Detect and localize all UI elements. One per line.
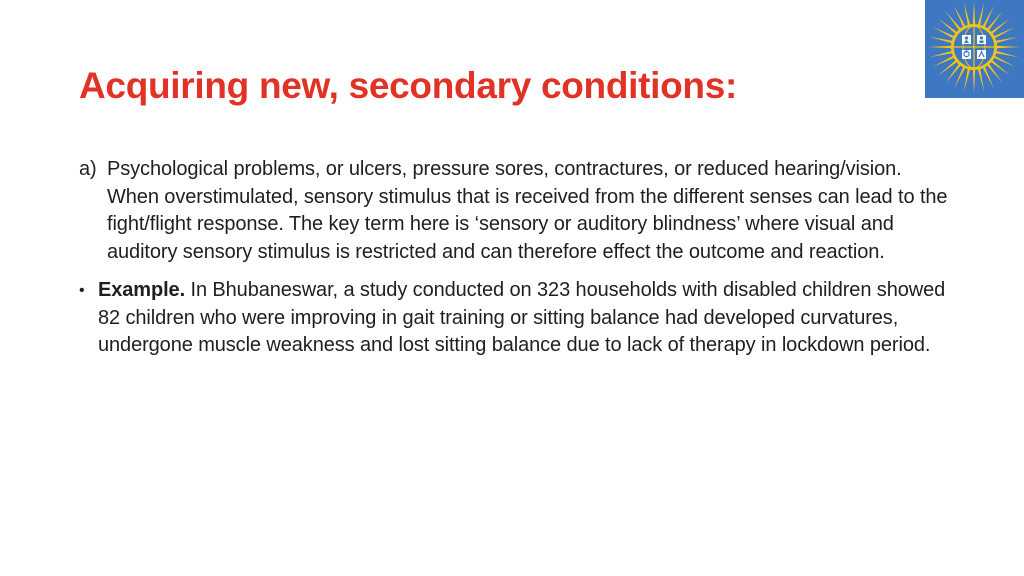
slide-body bbox=[79, 156, 949, 360]
list-marker-a: a) bbox=[79, 158, 97, 180]
list-item-example bbox=[79, 277, 949, 360]
list-item-a bbox=[79, 156, 949, 266]
example-text: In Bhubaneswar, a study conducted on 323 households with disabled children showed 82 children who were improving in gait training or sitting balance had developed curvatures, undergone muscle weakness and lost sitting balance due to lack of therapy in lockdown period. bbox=[98, 279, 946, 356]
example-label: Example. bbox=[98, 279, 186, 301]
slide-title: Acquiring new, secondary conditions: bbox=[79, 65, 738, 106]
globe-sun-emblem-icon bbox=[925, 0, 1024, 98]
logo bbox=[925, 0, 1024, 98]
list-item-a-text: Psychological problems, or ulcers, pressure sores, contractures, or reduced hearing/vision. When overstimulated, sensory stimulus that is received from the different senses can lead to the fight/flight response. The key term here is ‘sensory or auditory blindness’ where visual and auditory sensory stimulus is restricted and can therefore effect the outcome and reaction. bbox=[107, 158, 948, 263]
bullet-icon: • bbox=[79, 282, 85, 299]
